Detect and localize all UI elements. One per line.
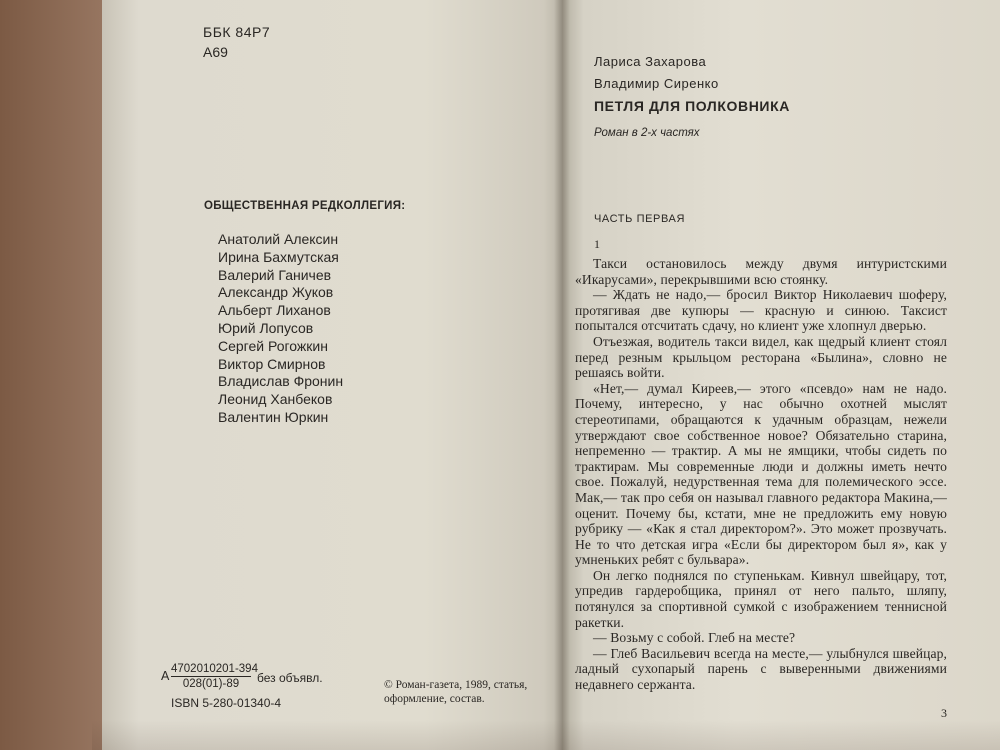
isbn: ISBN 5-280-01340-4 xyxy=(171,696,282,710)
part-heading: ЧАСТЬ ПЕРВАЯ xyxy=(594,213,686,225)
board-member: Анатолий Алексин xyxy=(218,231,339,247)
paragraph: Такси остановилось между двумя интуристскими «Икарусами», перекрывшими всю стоянку. xyxy=(575,256,947,287)
imprint-code-fraction xyxy=(171,663,258,690)
board-member: Владислав Фронин xyxy=(218,373,344,390)
board-member: Юрий Лопусов xyxy=(218,319,314,336)
book-spine xyxy=(554,0,570,750)
board-member: Альберт Лиханов xyxy=(218,302,331,319)
paragraph: — Возьму с собой. Глеб на месте? xyxy=(593,630,796,646)
page-shadow xyxy=(92,720,1000,750)
page-number: 3 xyxy=(941,706,947,720)
bbk-code: ББК 84Р7 xyxy=(203,24,271,40)
editorial-board-list xyxy=(218,231,343,427)
paragraph: «Нет,— думал Киреев,— этого «псевдо» нам не надо. Почему, интересно, у нас обычно охотней мыслят стереотипами, обращаются к удачным образцам, нежели утверждают свое собственное новое? Обязательно старина, непременно — трактир. А мы не ямщики, чтобы сидеть по трактирам. Мы современные люди и должны иметь нечто свое. Пожалуй, недурственная тема для полемического эссе. Мак,— так про себя он называл главного редактора Макина,— оценит. Почему бы, кстати, мне не предложить ему новую рубрику — «Как я стал директором?». Это может прозвучать. Не то что детская игра «Если бы директором был я», как у умненьких ребят с бульвара». xyxy=(575,380,947,568)
board-member: Валентин Юркин xyxy=(218,408,329,425)
board-member: Виктор Смирнов xyxy=(218,355,326,372)
paragraph: — Глеб Васильевич всегда на месте,— улыбнулся швейцар, ладный сухопарый парень с выверенными движениями недавнего сержанта. xyxy=(575,645,947,693)
board-member: Леонид Ханбеков xyxy=(218,391,333,408)
author-name: Владимир Сиренко xyxy=(594,76,719,91)
chapter-number: 1 xyxy=(594,237,600,251)
board-member: Валерий Ганичев xyxy=(218,266,332,283)
board-member: Александр Жуков xyxy=(218,284,334,301)
story-text xyxy=(575,256,947,693)
imprint-code-bottom: 028(01)-89 xyxy=(182,678,240,690)
paragraph: Он легко поднялся по ступенькам. Кивнул швейцару, тот, упредив гардеробщика, принял от него пальто, шляпу, потянулся за спортивной сумкой с изображением теннисной ракетки. xyxy=(575,567,947,630)
board-member: Ирина Бахмутская xyxy=(218,248,339,265)
author-sign-code: А69 xyxy=(203,44,228,60)
paragraph: — Ждать не надо,— бросил Виктор Николаевич шоферу, протягивая две купюры — красную и синюю. Таксист попытался отсчитать сдачу, но клиент уже хлопнул дверью. xyxy=(575,287,947,334)
author-name: Лариса Захарова xyxy=(594,54,707,69)
book-subtitle: Роман в 2-х частях xyxy=(594,127,700,139)
paragraph: Отъезжая, водитель такси видел, как щедрый клиент стоял перед резным крыльцом ресторана «Былина», словно не решаясь войти. xyxy=(575,333,947,381)
imprint-code-top: 4702010201-394 xyxy=(171,663,258,675)
no-ad-note: без объявл. xyxy=(257,671,323,685)
editorial-board-heading: ОБЩЕСТВЕННАЯ РЕДКОЛЛЕГИЯ: xyxy=(204,200,406,212)
book-title: ПЕТЛЯ ДЛЯ ПОЛКОВНИКА xyxy=(594,98,790,114)
copyright-notice: © Роман-газета, 1989, статья, оформление, состав. xyxy=(384,679,528,705)
imprint-letter: А xyxy=(161,669,170,683)
board-member: Сергей Рогожкин xyxy=(218,337,328,354)
